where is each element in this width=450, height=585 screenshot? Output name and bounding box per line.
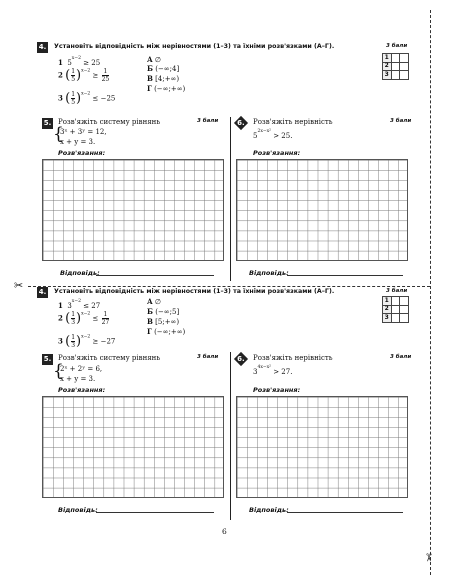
task-4-points: 3 бали xyxy=(386,43,408,49)
vertical-cut-line xyxy=(430,10,431,575)
task-6-points: 3 бали xyxy=(390,118,412,124)
task-4-points: 3 бали xyxy=(386,288,408,294)
task-5-solution-grid[interactable] xyxy=(42,159,224,261)
answer-cell[interactable] xyxy=(400,71,409,80)
task-6-answer-line[interactable] xyxy=(287,512,403,513)
scissors-icon: ✂ xyxy=(422,552,436,563)
horizontal-cut-line xyxy=(28,286,430,287)
system-eq-1: 2ˣ + 2ʸ = 6, xyxy=(60,365,103,373)
answer-cell[interactable] xyxy=(391,71,400,80)
inequality-2: 2 ( $\frac{1}{5}$ )$^{x-2}$ ≥ $\frac{1}{25}$ xyxy=(58,68,110,83)
task-4-number: 4. xyxy=(38,43,47,51)
answer-cell[interactable] xyxy=(391,314,400,323)
task-6-solution-grid[interactable] xyxy=(236,159,408,261)
answer-option-g: Г (−∞;+∞) xyxy=(147,84,186,93)
task-6-answer-label: Відповідь: xyxy=(249,269,289,277)
inequality-1: 1 $5^{x-2} \ge 25$ xyxy=(58,56,101,67)
task-5-answer-line[interactable] xyxy=(96,512,214,513)
system-brace: { xyxy=(53,361,64,381)
task-6-inequality: $3^{4x-x^2} > 27$. xyxy=(253,365,293,376)
task-6-title: Розв'яжіть нерівність xyxy=(253,118,333,126)
task-6-inequality: $5^{2x-x^2} > 25$. xyxy=(253,129,293,140)
answer-cell[interactable] xyxy=(400,54,409,63)
task-6-number: 6. xyxy=(234,116,248,130)
answer-option-g: Г (−∞;+∞) xyxy=(147,327,186,336)
task-6-number: 6. xyxy=(234,352,248,366)
answer-cell[interactable] xyxy=(391,54,400,63)
task-5-answer-label: Відповідь: xyxy=(60,269,100,277)
task-5-solution-label: Розв'язання: xyxy=(58,149,106,157)
answer-option-a: А ∅ xyxy=(147,55,162,64)
answer-table: 1 2 3 xyxy=(382,53,409,80)
system-eq-2: x + y = 3. xyxy=(60,375,96,383)
answer-cell[interactable] xyxy=(400,297,409,306)
answer-cell[interactable] xyxy=(400,314,409,323)
task-6-solution-grid[interactable] xyxy=(236,396,408,498)
task-6-solution-label: Розв'язання: xyxy=(253,386,301,394)
task-5-title: Розв'яжіть систему рівнянь xyxy=(58,354,161,362)
scissors-icon: ✂ xyxy=(14,279,24,292)
column-divider xyxy=(230,117,231,281)
task-4-number: 4. xyxy=(38,288,47,296)
task-6-title: Розв'яжіть нерівність xyxy=(253,354,333,362)
answer-option-b: Б (−∞;4] xyxy=(147,64,180,73)
answer-option-b: Б (−∞;5] xyxy=(147,307,180,316)
task-5-number: 5. xyxy=(43,355,52,363)
answer-table: 1 2 3 xyxy=(382,296,409,323)
task-6-solution-label: Розв'язання: xyxy=(253,149,301,157)
task-5-points: 3 бали xyxy=(197,354,219,360)
inequality-2: 2 ( $\frac{1}{3}$ )$^{x-2}$ ≤ $\frac{1}{27}$ xyxy=(58,311,110,326)
answer-cell[interactable] xyxy=(400,305,409,314)
inequality-3: 3 ( $\frac{1}{5}$ )$^{x-2}$ ≤ −25 xyxy=(58,91,116,106)
answer-option-v: В [4;+∞) xyxy=(147,74,180,83)
answer-cell[interactable] xyxy=(391,305,400,314)
system-brace: { xyxy=(53,124,64,144)
task-5-title: Розв'яжіть систему рівнянь xyxy=(58,118,161,126)
answer-cell[interactable] xyxy=(400,62,409,71)
answer-cell[interactable] xyxy=(391,297,400,306)
system-eq-1: 3ˣ + 3ʸ = 12, xyxy=(60,128,107,136)
inequality-1: 1 $3^{x-2} \le 27$ xyxy=(58,299,101,310)
task-4-instruction: Установіть відповідність між нерівностями (1–3) та їхніми розв'язками (А–Г). xyxy=(54,43,335,50)
task-6-answer-label: Відповідь: xyxy=(249,506,289,514)
inequality-3: 3 ( $\frac{1}{3}$ )$^{x-2}$ ≥ −27 xyxy=(58,334,116,349)
task-4-instruction: Установіть відповідність між нерівностями (1–3) та їхніми розв'язками (А–Г). xyxy=(54,288,335,295)
task-6-answer-line[interactable] xyxy=(287,275,403,276)
task-5-solution-label: Розв'язання: xyxy=(58,386,106,394)
task-6-points: 3 бали xyxy=(390,354,412,360)
task-5-answer-label: Відповідь: xyxy=(58,506,98,514)
task-5-solution-grid[interactable] xyxy=(42,396,224,498)
column-divider xyxy=(230,352,231,520)
page-number: 6 xyxy=(222,527,227,536)
answer-cell[interactable] xyxy=(391,62,400,71)
answer-option-v: В [5;+∞) xyxy=(147,317,180,326)
task-5-answer-line[interactable] xyxy=(96,275,214,276)
answer-option-a: А ∅ xyxy=(147,297,162,306)
task-5-points: 3 бали xyxy=(197,118,219,124)
system-eq-2: x + y = 3. xyxy=(60,138,96,146)
task-5-number: 5. xyxy=(43,119,52,127)
